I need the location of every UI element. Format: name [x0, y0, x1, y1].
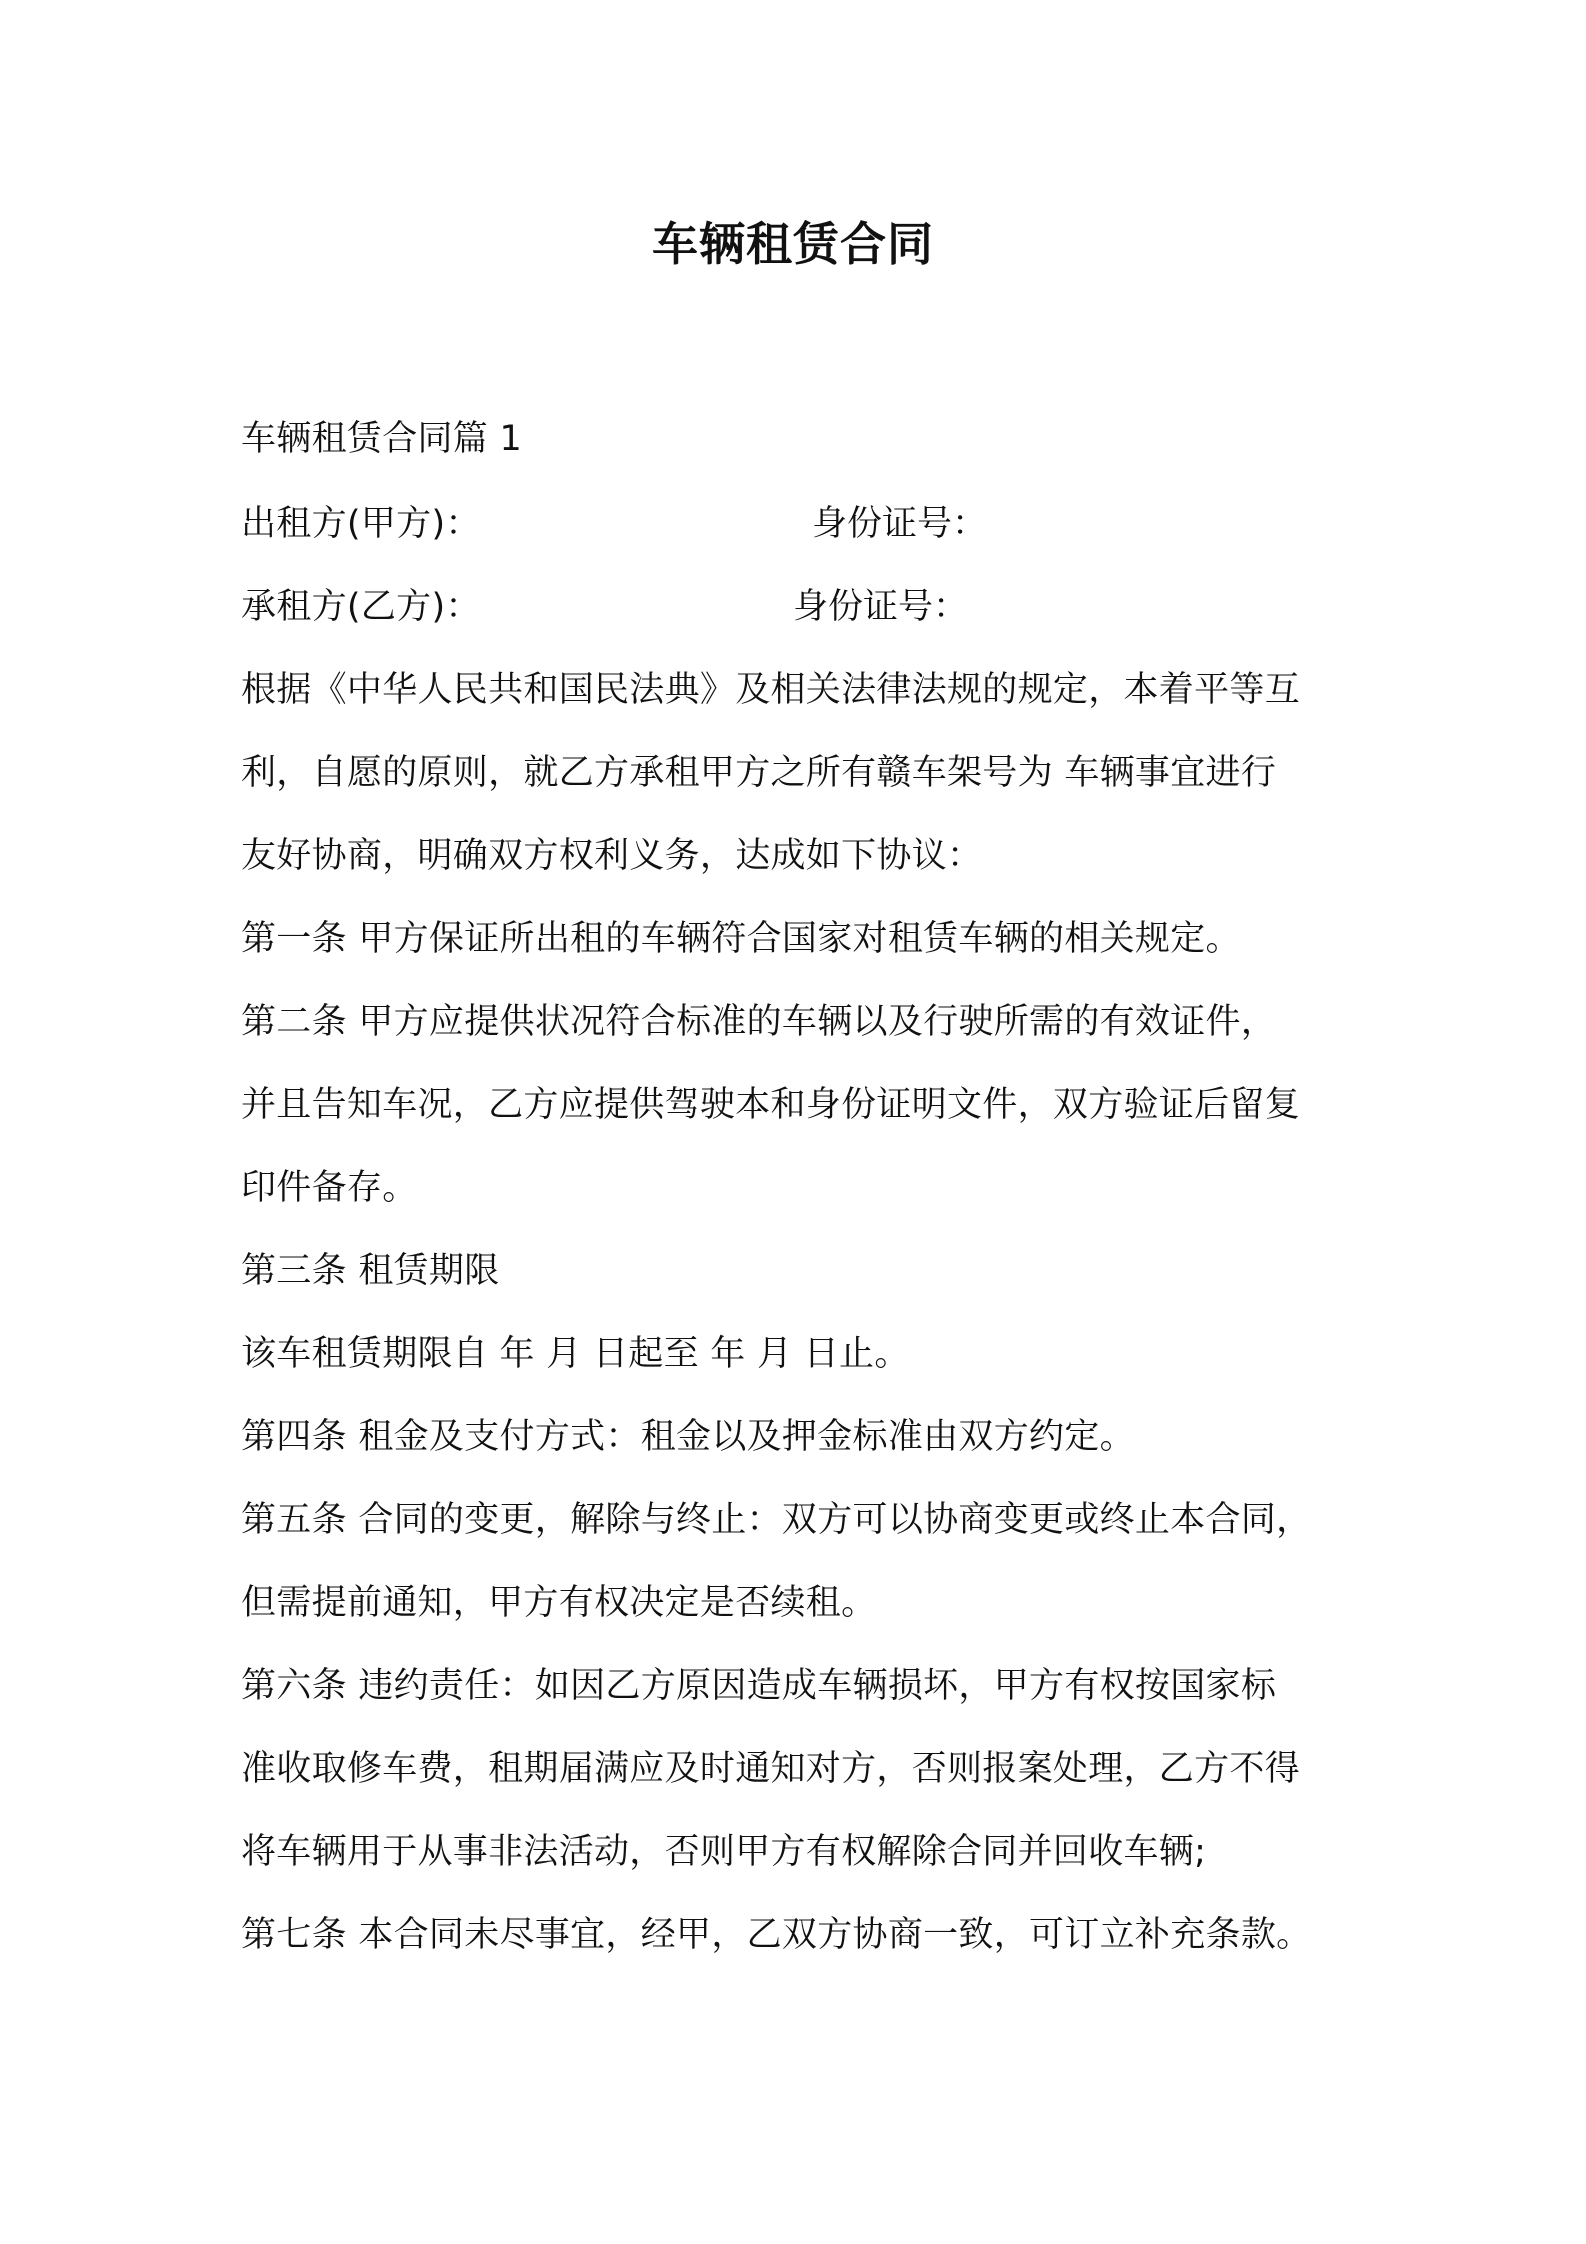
preamble-line: 利，自愿的原则，就乙方承租甲方之所有赣车架号为 车辆事宜进行 — [241, 753, 1277, 793]
article-1: 第一条 甲方保证所出租的车辆符合国家对租赁车辆的相关规定。 — [241, 919, 1241, 959]
lessee-id-label: 身份证号： — [793, 587, 969, 627]
lessee-label: 承租方(乙方)： — [241, 587, 481, 627]
article-7: 第七条 本合同未尽事宜，经甲，乙双方协商一致，可订立补充条款。 — [241, 1915, 1312, 1955]
preamble-line: 友好协商，明确双方权利义务，达成如下协议： — [241, 836, 983, 876]
document-title: 车辆租赁合同 — [652, 217, 934, 271]
article-6-line: 将车辆用于从事非法活动，否则甲方有权解除合同并回收车辆; — [241, 1832, 1207, 1872]
article-5-line: 第五条 合同的变更，解除与终止：双方可以协商变更或终止本合同， — [241, 1500, 1312, 1540]
article-5-line: 但需提前通知，甲方有权决定是否续租。 — [241, 1583, 877, 1623]
article-3-heading: 第三条 租赁期限 — [241, 1251, 500, 1291]
section-heading: 车辆租赁合同篇 1 — [241, 419, 523, 459]
article-6-line: 准收取修车费，租期届满应及时通知对方，否则报案处理，乙方不得 — [241, 1749, 1301, 1789]
article-6-line: 第六条 违约责任：如因乙方原因造成车辆损坏，甲方有权按国家标 — [241, 1666, 1277, 1706]
lessor-id-label: 身份证号： — [812, 504, 988, 544]
lessor-label: 出租方(甲方)： — [241, 504, 481, 544]
article-2-line: 第二条 甲方应提供状况符合标准的车辆以及行驶所需的有效证件， — [241, 1002, 1277, 1042]
article-2-line: 印件备存。 — [241, 1168, 418, 1208]
article-4: 第四条 租金及支付方式：租金以及押金标准由双方约定。 — [241, 1417, 1135, 1457]
preamble-line: 根据《中华人民共和国民法典》及相关法律法规的规定，本着平等互 — [241, 670, 1301, 710]
article-3-period: 该车租赁期限自 年 月 日起至 年 月 日止。 — [241, 1334, 910, 1374]
article-2-line: 并且告知车况，乙方应提供驾驶本和身份证明文件，双方验证后留复 — [241, 1085, 1301, 1125]
